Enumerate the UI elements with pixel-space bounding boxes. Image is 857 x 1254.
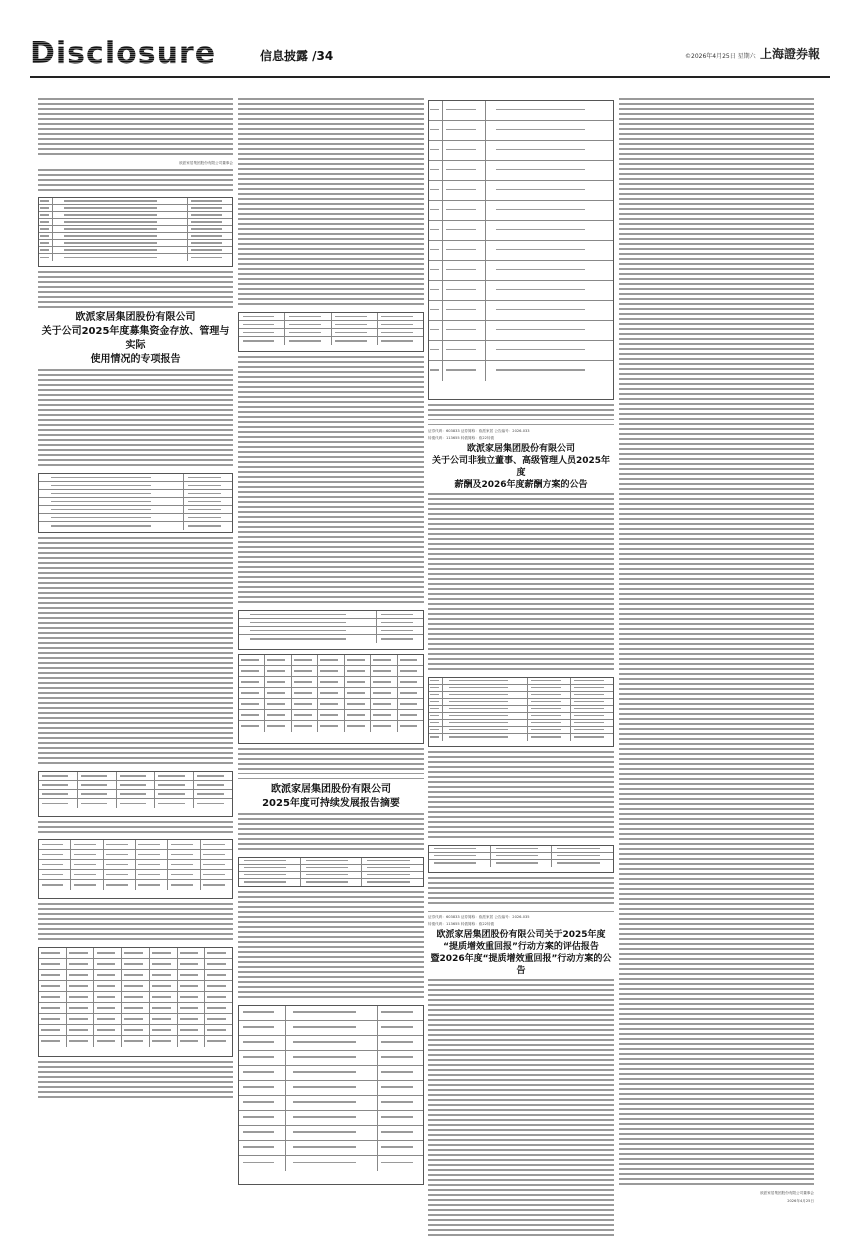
data-table [238,610,424,650]
data-table [38,473,233,533]
text-block [38,1061,233,1101]
data-table [238,654,424,744]
text-block [238,356,424,606]
data-table [428,845,614,873]
text-block [38,169,233,193]
title-line: 关于公司非独立董事、高级管理人员2025年度 [431,455,611,478]
text-block [428,404,614,420]
text-block [38,369,233,469]
title-line: 薪酬及2026年度薪酬方案的公告 [454,479,588,490]
bond-code-line: 转债代码：113655 转债简称：欧22转债 [428,435,495,440]
article-signature: 欧派家居集团股份有限公司董事会 [179,161,233,165]
title-line: 暨2026年度“提质增效重回报”行动方案的公告 [430,954,612,977]
title-line: 2025年度可持续发展报告摘要 [262,797,400,809]
title-line: 关于公司2025年度募集资金存放、管理与实际 [41,326,230,351]
stock-code-line: 证券代码：603833 证券简称：欧派家居 公告编号：2026-033 [428,428,530,433]
text-block [428,493,614,673]
text-block [38,271,233,309]
text-block [428,751,614,841]
article-title [38,311,233,367]
column-4 [619,96,814,1236]
column-3 [428,96,614,1236]
article-title [428,929,614,977]
data-table [38,947,233,1057]
masthead-rule [30,76,830,78]
divider [238,778,424,779]
data-table [428,677,614,747]
text-block [238,813,424,853]
masthead-wordmark: Disclosure [30,36,217,71]
column-2 [238,96,424,1236]
text-block [238,98,424,308]
stock-code-line: 证券代码：603833 证券简称：欧派家居 公告编号：2026-035 [428,915,530,920]
data-table [238,1005,424,1185]
bond-code-line: 转债代码：113655 转债简称：欧22转债 [428,922,495,927]
title-line: 欧派家居集团股份有限公司 [466,443,575,454]
divider [428,911,614,912]
signature-date: 2026年4月25日 [787,1199,814,1203]
section-title: 信息披露 /34 [260,49,334,63]
title-line: 欧派家居集团股份有限公司关于2025年度 [436,930,606,941]
text-block [38,821,233,835]
data-table [238,312,424,352]
text-block [238,748,424,774]
masthead [30,36,830,84]
divider [428,424,614,425]
data-table [38,771,233,817]
title-line: 使用情况的专项报告 [90,354,181,365]
article-title [238,783,424,811]
issue-date: ©2026年4月25日 星期六 [685,53,756,60]
text-block [619,98,814,1188]
article-title [428,443,614,491]
title-line: 欧派家居集团股份有限公司 [271,783,391,795]
text-block [38,98,233,158]
text-block [428,979,614,1236]
column-1 [38,96,233,1236]
data-table [38,197,233,267]
title-line: 欧派家居集团股份有限公司 [75,312,196,323]
title-line: “提质增效重回报”行动方案的评估报告 [443,942,599,953]
board-signature: 欧派家居集团股份有限公司董事会 [760,1191,814,1195]
text-block [238,891,424,1001]
data-table [238,857,424,887]
text-block [38,903,233,943]
text-block [38,537,233,767]
text-block [428,877,614,907]
data-table [428,100,614,400]
data-table [38,839,233,899]
newspaper-logo: 上海證券報 [760,47,821,61]
